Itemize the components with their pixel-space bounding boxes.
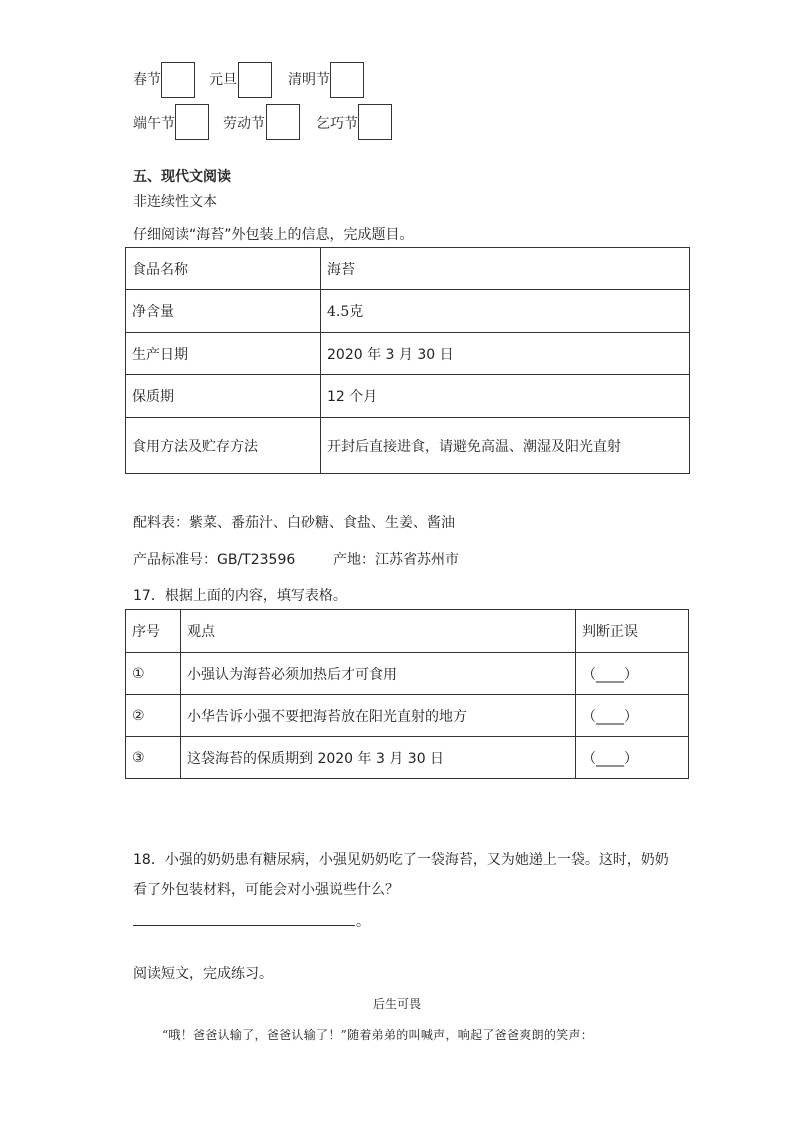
table-header-row xyxy=(126,610,689,653)
festival-label: 清明节 xyxy=(288,72,330,88)
table-cell-value: 2020 年 3 月 30 日 xyxy=(321,333,690,375)
table-cell-label: 保质期 xyxy=(126,375,321,418)
row-text: 小华告诉小强不要把海苔放在阳光直射的地方 xyxy=(181,695,576,737)
table-cell-value: 海苔 xyxy=(321,248,690,290)
reading-instruction: 阅读短文，完成练习。 xyxy=(133,966,273,982)
table-row xyxy=(126,290,690,333)
table-row xyxy=(126,333,690,375)
ingredients: 配料表：紫菜、番茄汁、白砂糖、食盐、生姜、酱油 xyxy=(133,515,455,531)
section-title: 五、现代文阅读 xyxy=(133,169,231,185)
row-text: 这袋海苔的保质期到 2020 年 3 月 30 日 xyxy=(181,737,576,779)
product-origin: 产地：江苏省苏州市 xyxy=(333,552,459,568)
table-row xyxy=(126,737,689,779)
festival-label: 春节 xyxy=(133,72,161,88)
row-num: ① xyxy=(126,653,181,695)
product-table xyxy=(125,247,690,474)
row-num: ② xyxy=(126,695,181,737)
table-cell-label: 生产日期 xyxy=(126,333,321,375)
row-answer[interactable]: （____） xyxy=(576,737,689,779)
end-mark: 。 xyxy=(356,914,370,930)
row-num: ③ xyxy=(126,737,181,779)
answer-box[interactable] xyxy=(358,104,392,140)
reading-first-line: “哦！爸爸认输了，爸爸认输了！”随着弟弟的叫喊声，响起了爸爸爽朗的笑声： xyxy=(162,1028,594,1042)
answer-line[interactable] xyxy=(133,924,355,926)
question-18-line1: 18．小强的奶奶患有糖尿病，小强见奶奶吃了一袋海苔，又为她递上一袋。这时，奶奶 xyxy=(133,852,669,868)
table-row xyxy=(126,248,690,290)
table-row xyxy=(126,653,689,695)
row-answer[interactable]: （____） xyxy=(576,653,689,695)
answer-box[interactable] xyxy=(266,104,300,140)
answer-box[interactable] xyxy=(238,62,272,98)
header-judgment: 判断正误 xyxy=(576,610,689,653)
header-num: 序号 xyxy=(126,610,181,653)
instruction: 仔细阅读“海苔”外包装上的信息，完成题目。 xyxy=(133,227,414,243)
table-cell-label: 食品名称 xyxy=(126,248,321,290)
question-18-line2: 看了外包装材料，可能会对小强说些什么？ xyxy=(133,882,399,898)
answer-box[interactable] xyxy=(161,62,195,98)
question-17: 17．根据上面的内容，填写表格。 xyxy=(133,588,347,604)
table-cell-value: 12 个月 xyxy=(321,375,690,418)
header-opinion: 观点 xyxy=(181,610,576,653)
table-cell-value: 开封后直接进食，请避免高温、潮湿及阳光直射 xyxy=(321,418,690,474)
festival-label: 端午节 xyxy=(133,116,175,132)
answer-box[interactable] xyxy=(330,62,364,98)
row-answer[interactable]: （____） xyxy=(576,695,689,737)
reading-title: 后生可畏 xyxy=(372,997,421,1011)
festival-label: 劳动节 xyxy=(223,116,265,132)
answer-box[interactable] xyxy=(175,104,209,140)
table-row xyxy=(126,418,690,474)
judgment-table xyxy=(125,609,689,779)
table-cell-label: 食用方法及贮存方法 xyxy=(126,418,321,474)
table-cell-value: 4.5克 xyxy=(321,290,690,333)
row-text: 小强认为海苔必须加热后才可食用 xyxy=(181,653,576,695)
table-cell-label: 净含量 xyxy=(126,290,321,333)
festival-label: 乞巧节 xyxy=(316,116,358,132)
table-row xyxy=(126,695,689,737)
section-subtitle: 非连续性文本 xyxy=(133,194,217,210)
table-row xyxy=(126,375,690,418)
festival-label: 元旦 xyxy=(209,72,237,88)
product-standard: 产品标准号：GB/T23596 xyxy=(133,552,296,568)
